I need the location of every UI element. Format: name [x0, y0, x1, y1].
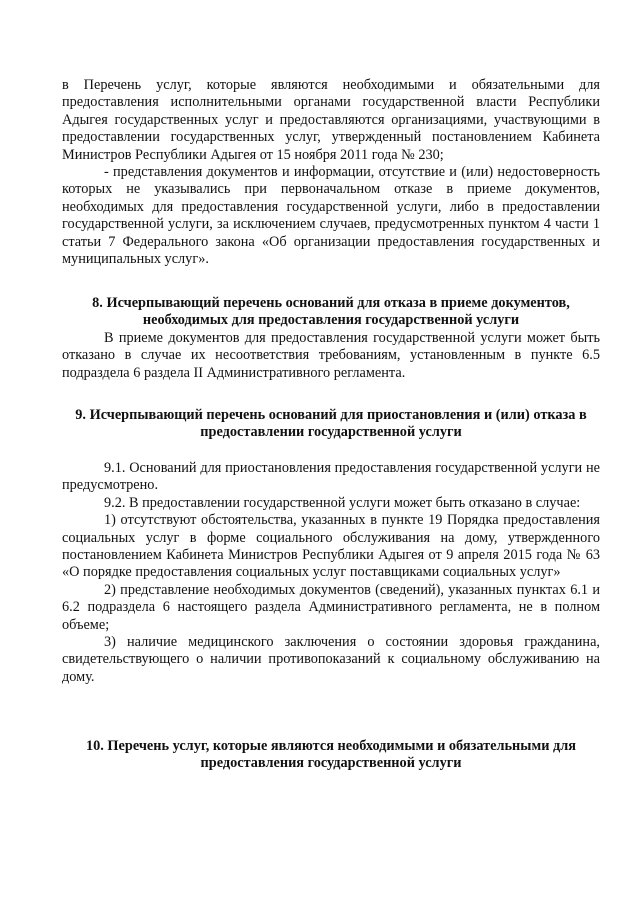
section-9-paragraph-5: 3) наличие медицинского заключения о состоянии здоровья гражданина, свидетельствующего о наличии противопоказаний к социальному обслуживанию на дому.	[62, 634, 600, 685]
intro-paragraph-2: - представления документов и информации, отсутствие и (или) недостоверность которых не указывались при первоначальном отказе в приеме документов, необходимых для предоставления государственной услуги, либо в предоставлении государственной услуги, за исключением случаев, предусмотренных пунктом 4 части 1 статьи 7 Федерального закона «Об организации предоставления государственных и муниципальных услуг».	[62, 164, 600, 268]
section-9-paragraph-2: 9.2. В предоставлении государственной услуги может быть отказано в случае:	[104, 494, 581, 511]
section-9-paragraph-1: 9.1. Оснований для приостановления предоставления государственной услуги не предусмотрено.	[62, 460, 600, 494]
section-8-heading-block	[62, 295, 600, 330]
section-8-body	[62, 330, 600, 382]
section-9-paragraph-4: 2) представление необходимых документов (сведений), указанных пунктах 6.1 и 6.2 подраздела 6 настоящего раздела Административного регламента, не в полном объеме;	[62, 581, 600, 633]
section-8-paragraph-1: В приеме документов для предоставления государственной услуги может быть отказано в случае их несоответствия требованиям, установленным в пункте 6.5 подраздела 6 раздела II Административного регламента.	[62, 330, 600, 381]
intro-block	[62, 77, 600, 268]
section-9-heading-block	[62, 407, 600, 442]
section-9-heading: 9. Исчерпывающий перечень оснований для приостановления и (или) отказа в предоставлении государственной услуги	[75, 407, 587, 441]
section-10-heading-block	[62, 738, 600, 773]
section-8-heading: 8. Исчерпывающий перечень оснований для отказа в приеме документов, необходимых для предоставления государственной услуги	[92, 295, 570, 329]
section-10-heading: 10. Перечень услуг, которые являются необходимыми и обязательными для предоставления государственной услуги	[85, 738, 577, 772]
intro-paragraph-1: в Перечень услуг, которые являются необходимыми и обязательными для предоставления исполнительными органами государственной власти Республики Адыгея государственных услуг и предоставляются организациями, участвующими в предоставлении государственных услуг, утвержденный постановлением Кабинета Министров Республики Адыгея от 15 ноября 2011 года № 230;	[62, 77, 600, 163]
section-9-paragraph-3: 1) отсутствуют обстоятельства, указанных в пункте 19 Порядка предоставления социальных услуг в форме социального обслуживания на дому, утвержденного постановлением Кабинета Министров Республики Адыгея от 9 апреля 2015 года № 63 «О порядке предоставления социальных услуг поставщиками социальных услуг»	[62, 512, 600, 581]
section-9-body	[62, 460, 600, 686]
